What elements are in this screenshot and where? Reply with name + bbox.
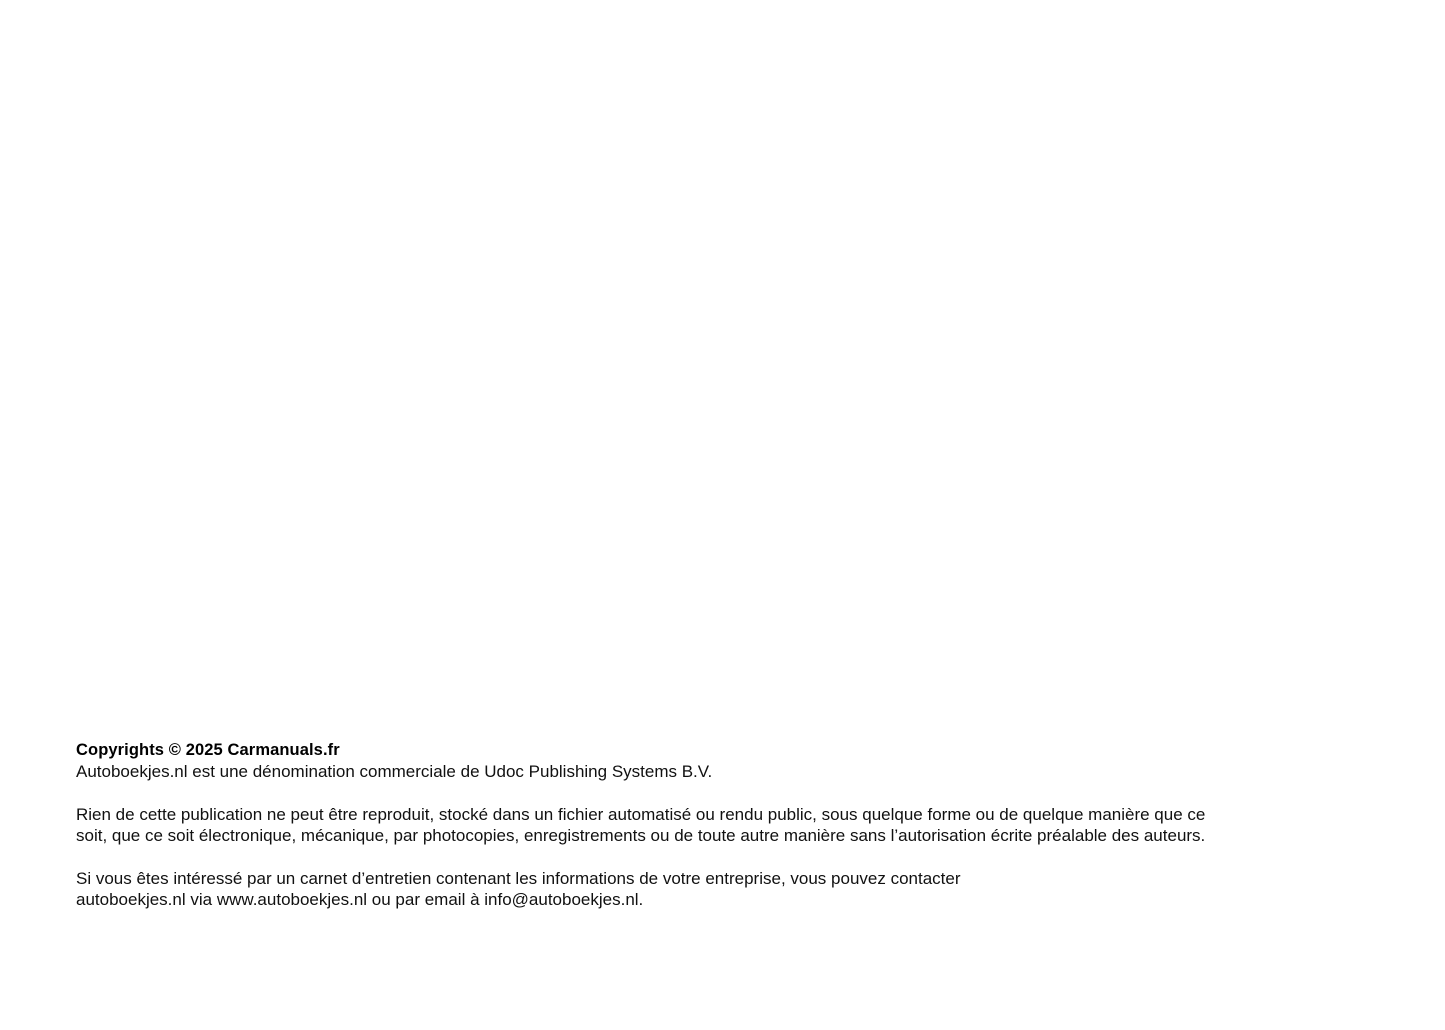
copyright-subheading: Autoboekjes.nl est une dénomination commerciale de Udoc Publishing Systems B.V. <box>76 762 713 781</box>
contact-information-paragraph <box>76 868 1336 910</box>
reproduction-rights-line-2: soit, que ce soit électronique, mécanique, par photocopies, enregistrements ou de toute autre manière sans l’autorisation écrite préalable des auteurs. <box>76 826 1206 845</box>
reproduction-rights-line-1: Rien de cette publication ne peut être reproduit, stocké dans un fichier automatisé ou rendu public, sous quelque forme ou de quelque manière que ce <box>76 805 1206 824</box>
reproduction-rights-paragraph <box>76 804 1336 846</box>
contact-information-line-1: Si vous êtes intéressé par un carnet d’entretien contenant les informations de votre entreprise, vous pouvez contacter <box>76 869 961 888</box>
copyright-heading: Copyrights © 2025 Carmanuals.fr <box>76 741 340 759</box>
contact-information-line-2: autoboekjes.nl via www.autoboekjes.nl ou par email à info@autoboekjes.nl. <box>76 890 644 909</box>
copyright-block <box>76 740 1336 910</box>
copyright-notice-paragraph <box>76 740 1336 782</box>
